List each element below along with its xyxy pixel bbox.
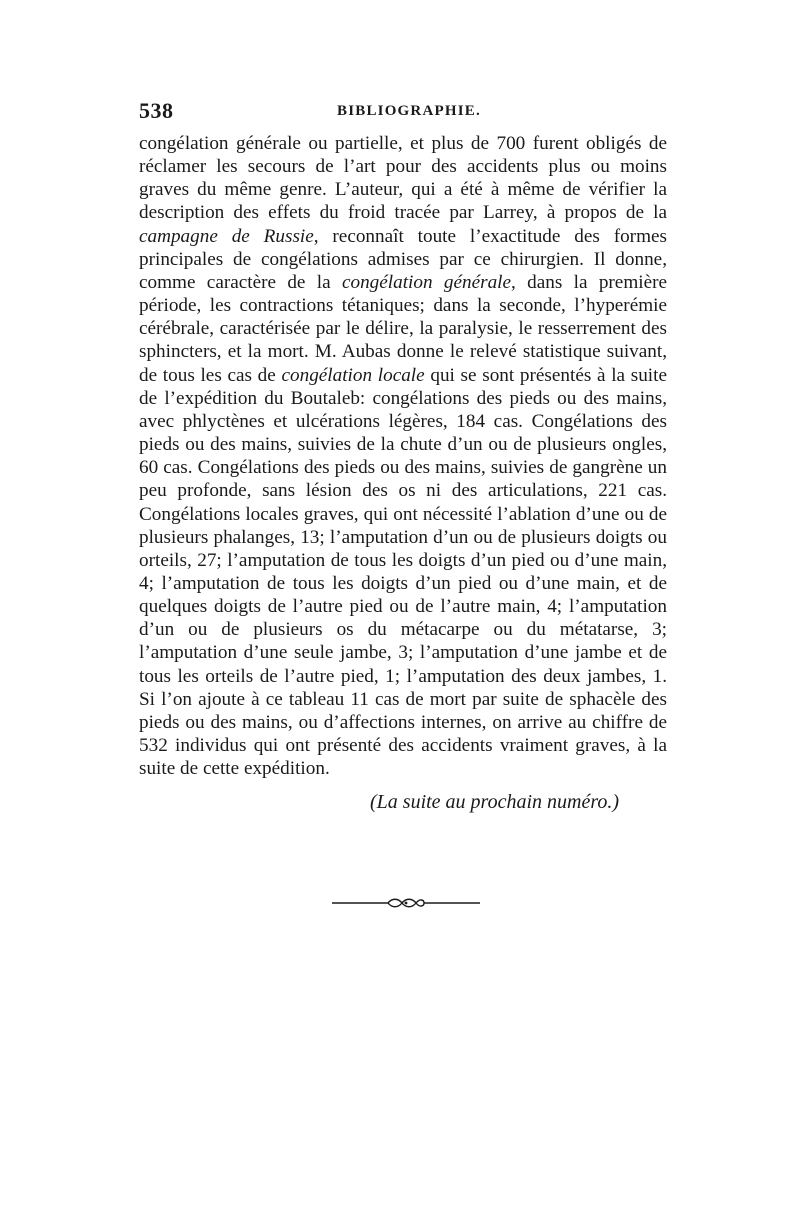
text-segment: , dans la première période, les contractions tétaniques; dans la seconde, l’hyperémie cérébrale, caractérisée par le délire, la paralysie, le resserrement des sphincters, et la mort. M. Aubas donne le relevé statistique suivant, de tous les cas de [139,271,667,386]
text-segment: , reconnaît toute l’exactitude des formes principales de congélations admises par ce chirurgien. Il donne, comme caractère de la [139,225,667,293]
body-paragraph [139,132,667,780]
running-head: BIBLIOGRAPHIE. [337,103,481,119]
continued-note: (La suite au prochain numéro.) [370,791,620,813]
ornament-rule [332,896,480,910]
italic-phrase: congélation locale [281,364,425,386]
page-header [139,98,669,128]
italic-phrase: congélation générale [341,271,512,293]
text-segment: qui se sont présentés à la suite de l’expédition du Boutaleb: congélations des pieds ou des mains, avec phlyctènes et ulcérations légères, 184 cas. Congélations des pieds ou des mains, suivies de la chute d’un ou de plusieurs ongles, 60 cas. Congélations des pieds ou des mains, suivies de gangrène un peu profonde, sans lésion des os ni des articulations, 221 cas. Congélations locales graves, qui ont nécessité l’ablation d’une ou de plusieurs phalanges, 13; l’amputation d’un ou de plusieurs doigts ou orteils, 27; l’amputation de tous les doigts d’un pied ou d’une main, 4; l’amputation de tous les doigts d’un pied ou d’une main, et de quelques doigts de l’autre pied ou de l’autre main, 4; l’amputation d’un ou de plusieurs os du métacarpe ou du métatarse, 3; l’amputation d’une seule jambe, 3; l’amputation d’une jambe et de tous les orteils de l’autre pied, 1; l’amputation des deux jambes, 1. Si l’on ajoute à ce tableau 11 cas de mort par suite de sphacèle des pieds ou des mains, ou d’affections internes, on arrive au chiffre de 532 individus qui ont présenté des accidents vraiment graves, à la suite de cette expédition. [139,364,667,780]
italic-phrase: campagne de Russie [139,225,314,247]
text-segment: congélation générale ou partielle, et plus de 700 furent obligés de réclamer les secours de l’art pour des accidents plus ou moins graves du même genre. L’auteur, qui a été à même de vérifier la description des effets du froid tracée par Larrey, à propos de la [139,133,667,224]
page-number: 538 [139,98,174,123]
